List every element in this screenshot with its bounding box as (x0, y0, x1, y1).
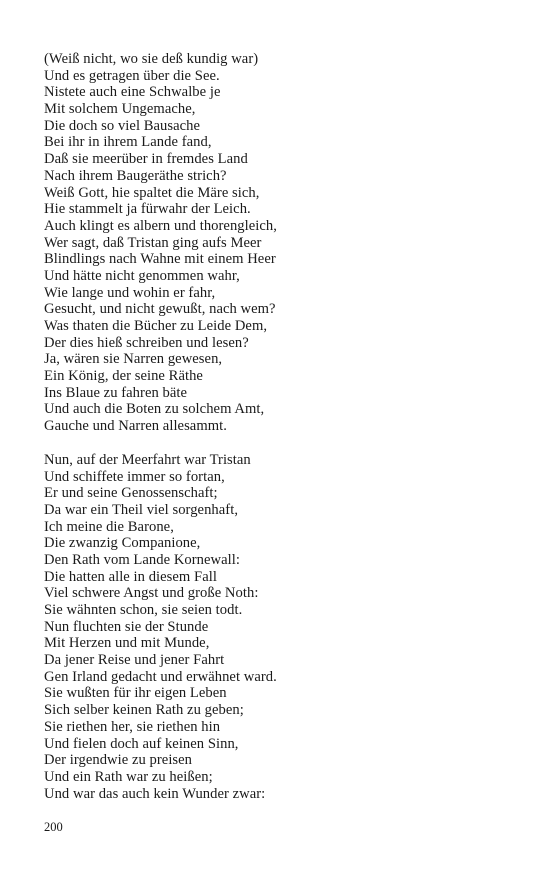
verse-line: Wie lange und wohin er fahr, (44, 284, 216, 301)
verse-line: Gesucht, und nicht gewußt, nach wem? (44, 301, 276, 318)
verse-line: Mit Herzen und mit Munde, (44, 635, 210, 652)
verse-line: Und auch die Boten zu solchem Amt, (44, 401, 265, 418)
verse-line: Gauche und Narren allesammt. (44, 418, 227, 435)
verse-line: Auch klingt es albern und thorengleich, (44, 217, 277, 234)
page-number: 200 (44, 820, 63, 834)
verse-line: Ein König, der seine Räthe (44, 368, 203, 385)
verse-line: Da war ein Theil viel sorgenhaft, (44, 501, 239, 518)
verse-line: Blindlings nach Wahne mit einem Heer (44, 251, 276, 268)
verse-line: Der dies hieß schreiben und lesen? (44, 334, 249, 351)
verse-line: Die hatten alle in diesem Fall (44, 568, 217, 585)
stanza-2 (44, 452, 514, 802)
verse-line: Weiß Gott, hie spaltet die Märe sich, (44, 184, 260, 201)
verse-line: Und hätte nicht genommen wahr, (44, 267, 240, 284)
verse-line: Bei ihr in ihrem Lande fand, (44, 134, 212, 151)
verse-line: Sie wähnten schon, sie seien todt. (44, 602, 243, 618)
verse-line: Hie stammelt ja fürwahr der Leich. (44, 201, 251, 218)
verse-line: Nun fluchten sie der Stunde (44, 618, 209, 635)
verse-line: Sich selber keinen Rath zu geben; (44, 702, 244, 719)
stanza-1 (44, 51, 514, 435)
verse-line: Nach ihrem Baugeräthe strich? (44, 167, 227, 184)
poem-text (44, 51, 514, 802)
verse-line: Wer sagt, daß Tristan ging aufs Meer (44, 234, 262, 251)
verse-line: Nistete auch eine Schwalbe je (44, 84, 221, 101)
verse-line: Da jener Reise und jener Fahrt (44, 652, 225, 669)
verse-line: Was thaten die Bücher zu Leide Dem, (44, 318, 268, 334)
verse-line: Daß sie meerüber in fremdes Land (44, 151, 248, 168)
verse-line: Mit solchem Ungemache, (44, 101, 196, 118)
verse-line: Und war das auch kein Wunder zwar: (44, 785, 266, 802)
verse-line: Die doch so viel Bausache (44, 117, 201, 134)
verse-line: Ins Blaue zu fahren bäte (44, 384, 188, 401)
verse-line: Und schiffete immer so fortan, (44, 468, 225, 485)
verse-line: Und fielen doch auf keinen Sinn, (44, 735, 239, 752)
verse-line: Der irgendwie zu preisen (44, 752, 193, 769)
verse-line: Und ein Rath war zu heißen; (44, 768, 213, 785)
verse-line: (Weiß nicht, wo sie deß kundig war) (44, 51, 259, 67)
verse-line: Und es getragen über die See. (44, 67, 220, 84)
verse-line: Nun, auf der Meerfahrt war Tristan (44, 451, 251, 468)
verse-line: Gen Irland gedacht und erwähnet ward. (44, 668, 277, 685)
verse-line: Die zwanzig Companione, (44, 535, 201, 552)
verse-line: Er und seine Genossenschaft; (44, 485, 218, 502)
verse-line: Ich meine die Barone, (44, 518, 174, 535)
verse-line: Sie wußten für ihr eigen Leben (44, 685, 227, 702)
verse-line: Sie riethen her, sie riethen hin (44, 718, 221, 735)
verse-line: Den Rath vom Lande Kornewall: (44, 551, 240, 568)
verse-line: Ja, wären sie Narren gewesen, (44, 351, 223, 368)
verse-line: Viel schwere Angst und große Noth: (44, 585, 259, 602)
